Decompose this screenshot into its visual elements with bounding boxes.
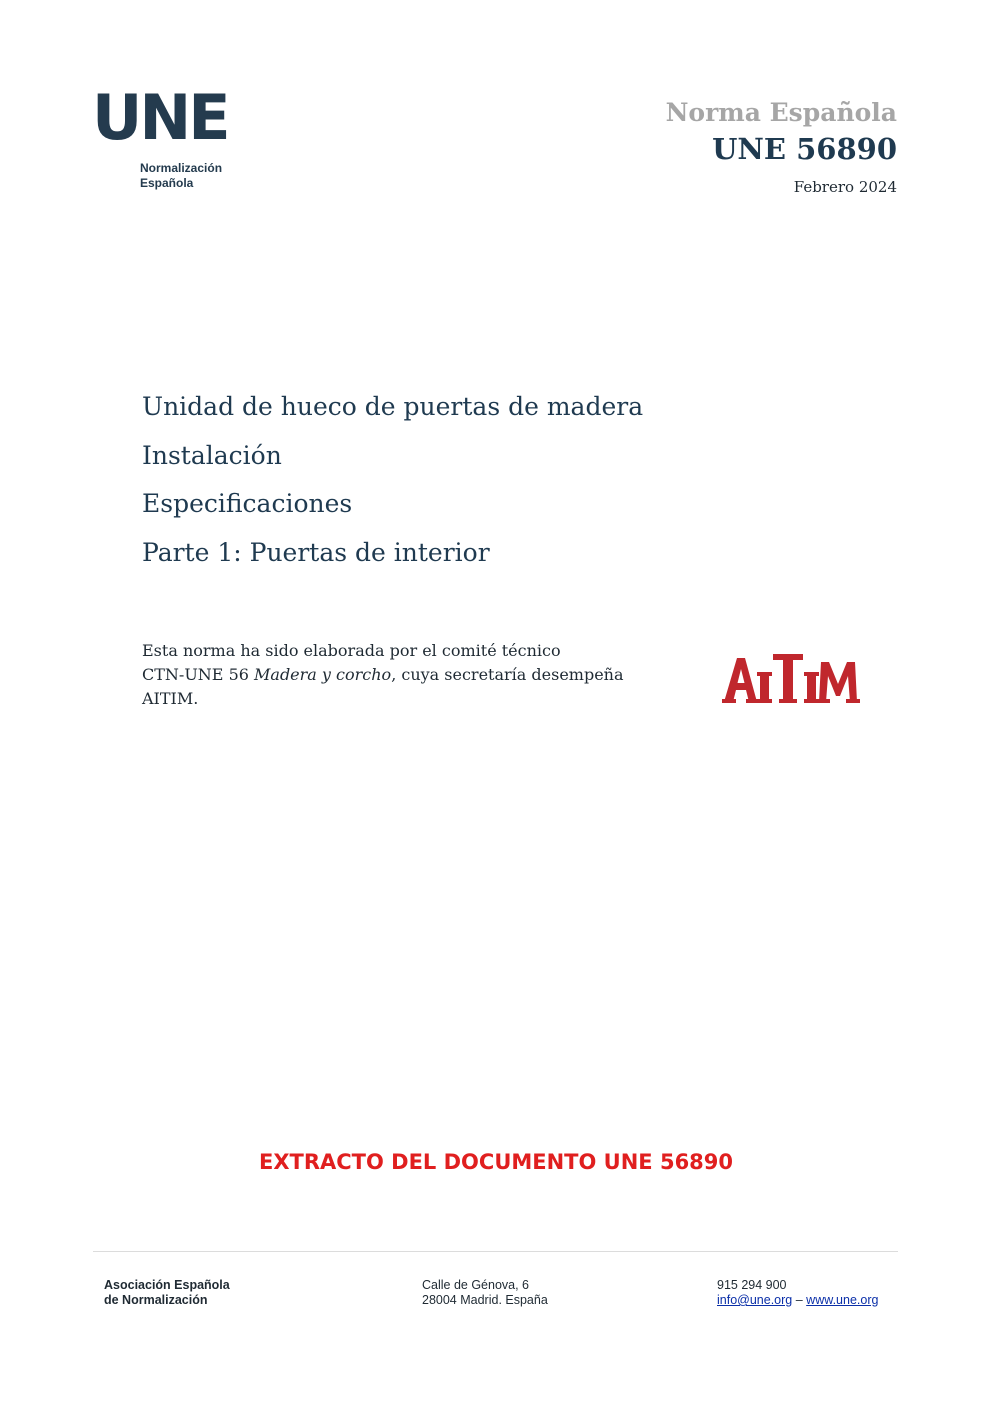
footer-phone: 915 294 900 xyxy=(717,1278,787,1292)
aitim-logo xyxy=(722,652,860,708)
committee-code: CTN-UNE 56 xyxy=(142,665,255,684)
une-logo-subtitle-line2: Española xyxy=(140,176,194,190)
footer-organization xyxy=(104,1278,230,1308)
title-line-3: Especificaciones xyxy=(142,489,353,518)
footer-org-line1: Asociación Española xyxy=(104,1278,230,1292)
committee-line-3: AITIM. xyxy=(142,689,199,708)
committee-line-2-suffix: , cuya secretaría desempeña xyxy=(391,665,624,684)
une-logo-subtitle-line1: Normalización xyxy=(140,161,223,175)
publication-date: Febrero 2024 xyxy=(793,178,897,196)
standard-kind: Norma Española xyxy=(665,98,897,127)
committee-statement xyxy=(142,639,662,711)
committee-line-1: Esta norma ha sido elaborada por el comité técnico xyxy=(142,641,561,660)
committee-line-2 xyxy=(142,663,662,687)
footer-address-line2: 28004 Madrid. España xyxy=(422,1293,548,1307)
une-logo xyxy=(92,81,242,200)
footer-address-line1: Calle de Génova, 6 xyxy=(422,1278,530,1292)
une-wordmark: UNE xyxy=(92,81,228,154)
footer-links xyxy=(717,1293,878,1308)
footer-divider xyxy=(93,1251,898,1252)
standard-code: UNE 56890 xyxy=(712,132,897,166)
extract-banner: EXTRACTO DEL DOCUMENTO UNE 56890 xyxy=(258,1150,734,1174)
une-logo-subtitle xyxy=(140,161,222,191)
committee-name: Madera y corcho xyxy=(254,665,392,684)
title-line-4: Parte 1: Puertas de interior xyxy=(142,537,490,567)
email-link[interactable]: info@une.org xyxy=(717,1293,793,1307)
title-line-2: Instalación xyxy=(142,440,282,470)
footer-link-separator: – xyxy=(795,1293,803,1307)
website-link[interactable]: www.une.org xyxy=(806,1293,879,1307)
footer-org-line2: de Normalización xyxy=(104,1293,208,1307)
footer-contact xyxy=(717,1278,878,1308)
title-line-1: Unidad de hueco de puertas de madera xyxy=(142,392,644,421)
document-titles xyxy=(142,383,643,577)
footer-address xyxy=(422,1278,548,1308)
